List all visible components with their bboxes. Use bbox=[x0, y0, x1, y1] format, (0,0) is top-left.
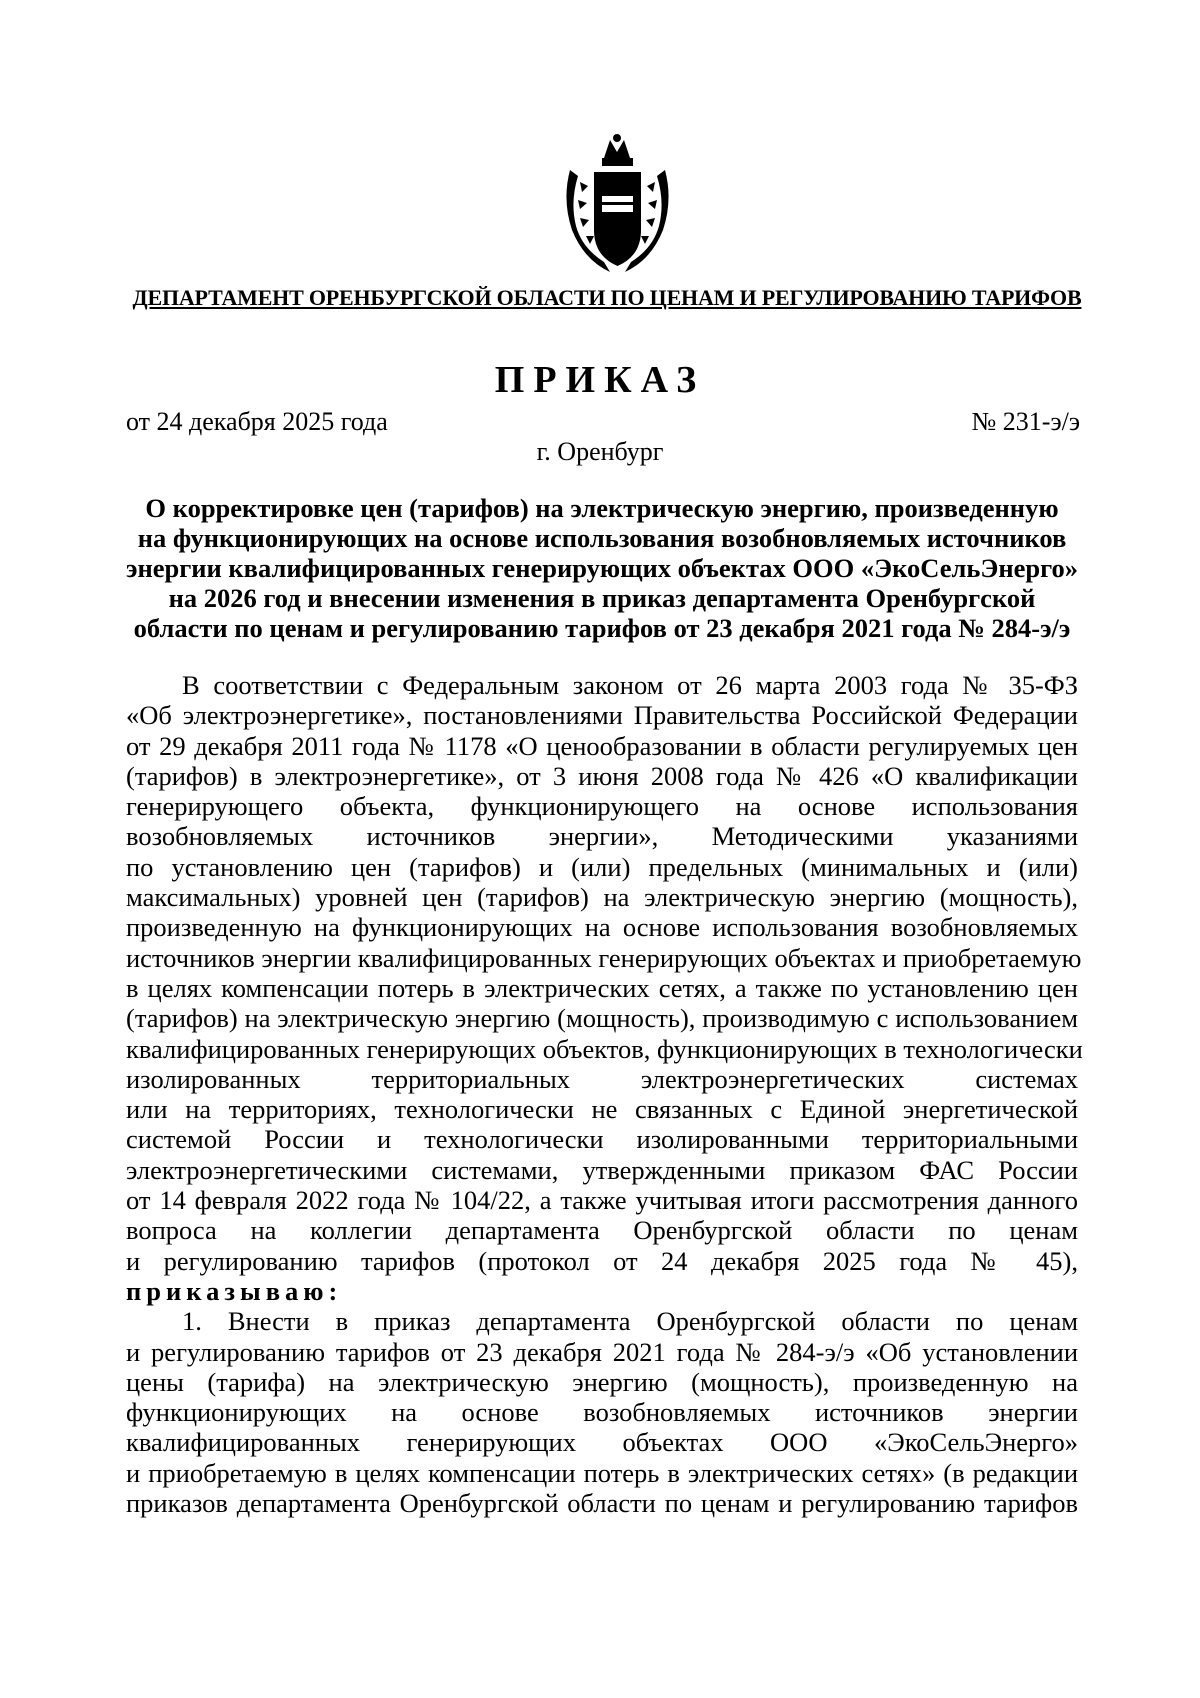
coat-of-arms-emblem bbox=[560, 130, 675, 280]
heading-line: на 2026 год и внесении изменения в приказ департамента Оренбургской bbox=[168, 583, 1036, 613]
item-line: 1. Внести в приказ департамента Оренбургской области по ценам bbox=[182, 1306, 1078, 1337]
item-line: цены (тарифа) на электрическую энергию (мощность), произведенную на bbox=[126, 1366, 1078, 1397]
item-line: квалифицированных генерирующих объектах ООО «ЭкоСельЭнерго» bbox=[126, 1427, 1078, 1458]
body-line: (тарифов) на электрическую энергию (мощность), производимую с использованием bbox=[126, 1003, 1078, 1034]
heading-line: О корректировке цен (тарифов) на электрическую энергию, произведенную bbox=[145, 493, 1059, 523]
order-number: № 231-э/э bbox=[971, 407, 1080, 436]
heading-line: области по ценам и регулированию тарифов от 23 декабря 2021 года № 284-э/э bbox=[133, 613, 1071, 643]
body-line: максимальных) уровней цен (тарифов) на электрическую энергию (мощность), bbox=[126, 882, 1078, 913]
item-line: и регулированию тарифов от 23 декабря 2021 года № 284-э/э «Об установлении bbox=[126, 1336, 1078, 1367]
body-line bbox=[126, 1276, 1078, 1306]
body-line: вопроса на коллегии департамента Оренбургской области по ценам bbox=[126, 1215, 1078, 1246]
document-title: ПРИКАЗ bbox=[494, 359, 706, 401]
body-line: (тарифов) в электроэнергетике», от 3 июня 2008 года № 426 «О квалификации bbox=[126, 760, 1078, 791]
order-word: приказываю: bbox=[126, 1275, 343, 1306]
body-line: изолированных территориальных электроэнергетических системах bbox=[126, 1063, 1078, 1094]
heading-line: на функционирующих на основе использования возобновляемых источников bbox=[137, 523, 1067, 553]
body-line: произведенную на функционирующих на основе использования возобновляемых bbox=[126, 912, 1078, 943]
heading-line: энергии квалифицированных генерирующих объектах ООО «ЭкоСельЭнерго» bbox=[126, 553, 1078, 583]
body-line: от 14 февраля 2022 года № 104/22, а также учитывая итоги рассмотрения данного bbox=[126, 1185, 1078, 1216]
order-body bbox=[126, 670, 1083, 1519]
body-line: В соответствии с Федеральным законом от 26 марта 2003 года № 35-ФЗ bbox=[182, 670, 1078, 700]
body-line: системой России и технологически изолированными территориальными bbox=[126, 1124, 1078, 1155]
item-line: приказов департамента Оренбургской области по ценам и регулированию тарифов bbox=[126, 1488, 1078, 1519]
body-line: по установлению цен (тарифов) и (или) предельных (минимальных и (или) bbox=[126, 851, 1078, 882]
body-line: возобновляемых источников энергии», Методическими указаниями bbox=[126, 821, 1078, 852]
item-line: функционирующих на основе возобновляемых источников энергии bbox=[126, 1397, 1078, 1428]
body-line: и регулированию тарифов (протокол от 24 декабря 2025 года № 45), bbox=[126, 1245, 1078, 1276]
department-name: ДЕПАРТАМЕНТ ОРЕНБУРГСКОЙ ОБЛАСТИ ПО ЦЕНАМ И РЕГУЛИРОВАНИЮ ТАРИФОВ bbox=[132, 285, 1082, 310]
body-line: источников энергии квалифицированных генерирующих объектах и приобретаемую bbox=[126, 942, 1082, 973]
order-city: г. Оренбург bbox=[536, 437, 664, 466]
body-line: или на территориях, технологически не связанных с Единой энергетической bbox=[126, 1094, 1078, 1125]
body-line: «Об электроэнергетике», постановлениями Правительства Российской Федерации bbox=[126, 700, 1078, 731]
body-line: от 29 декабря 2011 года № 1178 «О ценообразовании в области регулируемых цен bbox=[126, 730, 1078, 761]
body-line: квалифицированных генерирующих объектов, функционирующих в технологически bbox=[126, 1033, 1083, 1064]
order-heading bbox=[126, 493, 1078, 643]
order-date: от 24 декабря 2025 года bbox=[126, 407, 388, 436]
body-line: генерирующего объекта, функционирующего на основе использования bbox=[126, 791, 1078, 822]
item-line: и приобретаемую в целях компенсации потерь в электрических сетях» (в редакции bbox=[126, 1457, 1078, 1488]
body-line: в целях компенсации потерь в электрических сетях, а также по установлению цен bbox=[126, 972, 1078, 1003]
body-line: электроэнергетическими системами, утвержденными приказом ФАС России bbox=[126, 1154, 1078, 1185]
